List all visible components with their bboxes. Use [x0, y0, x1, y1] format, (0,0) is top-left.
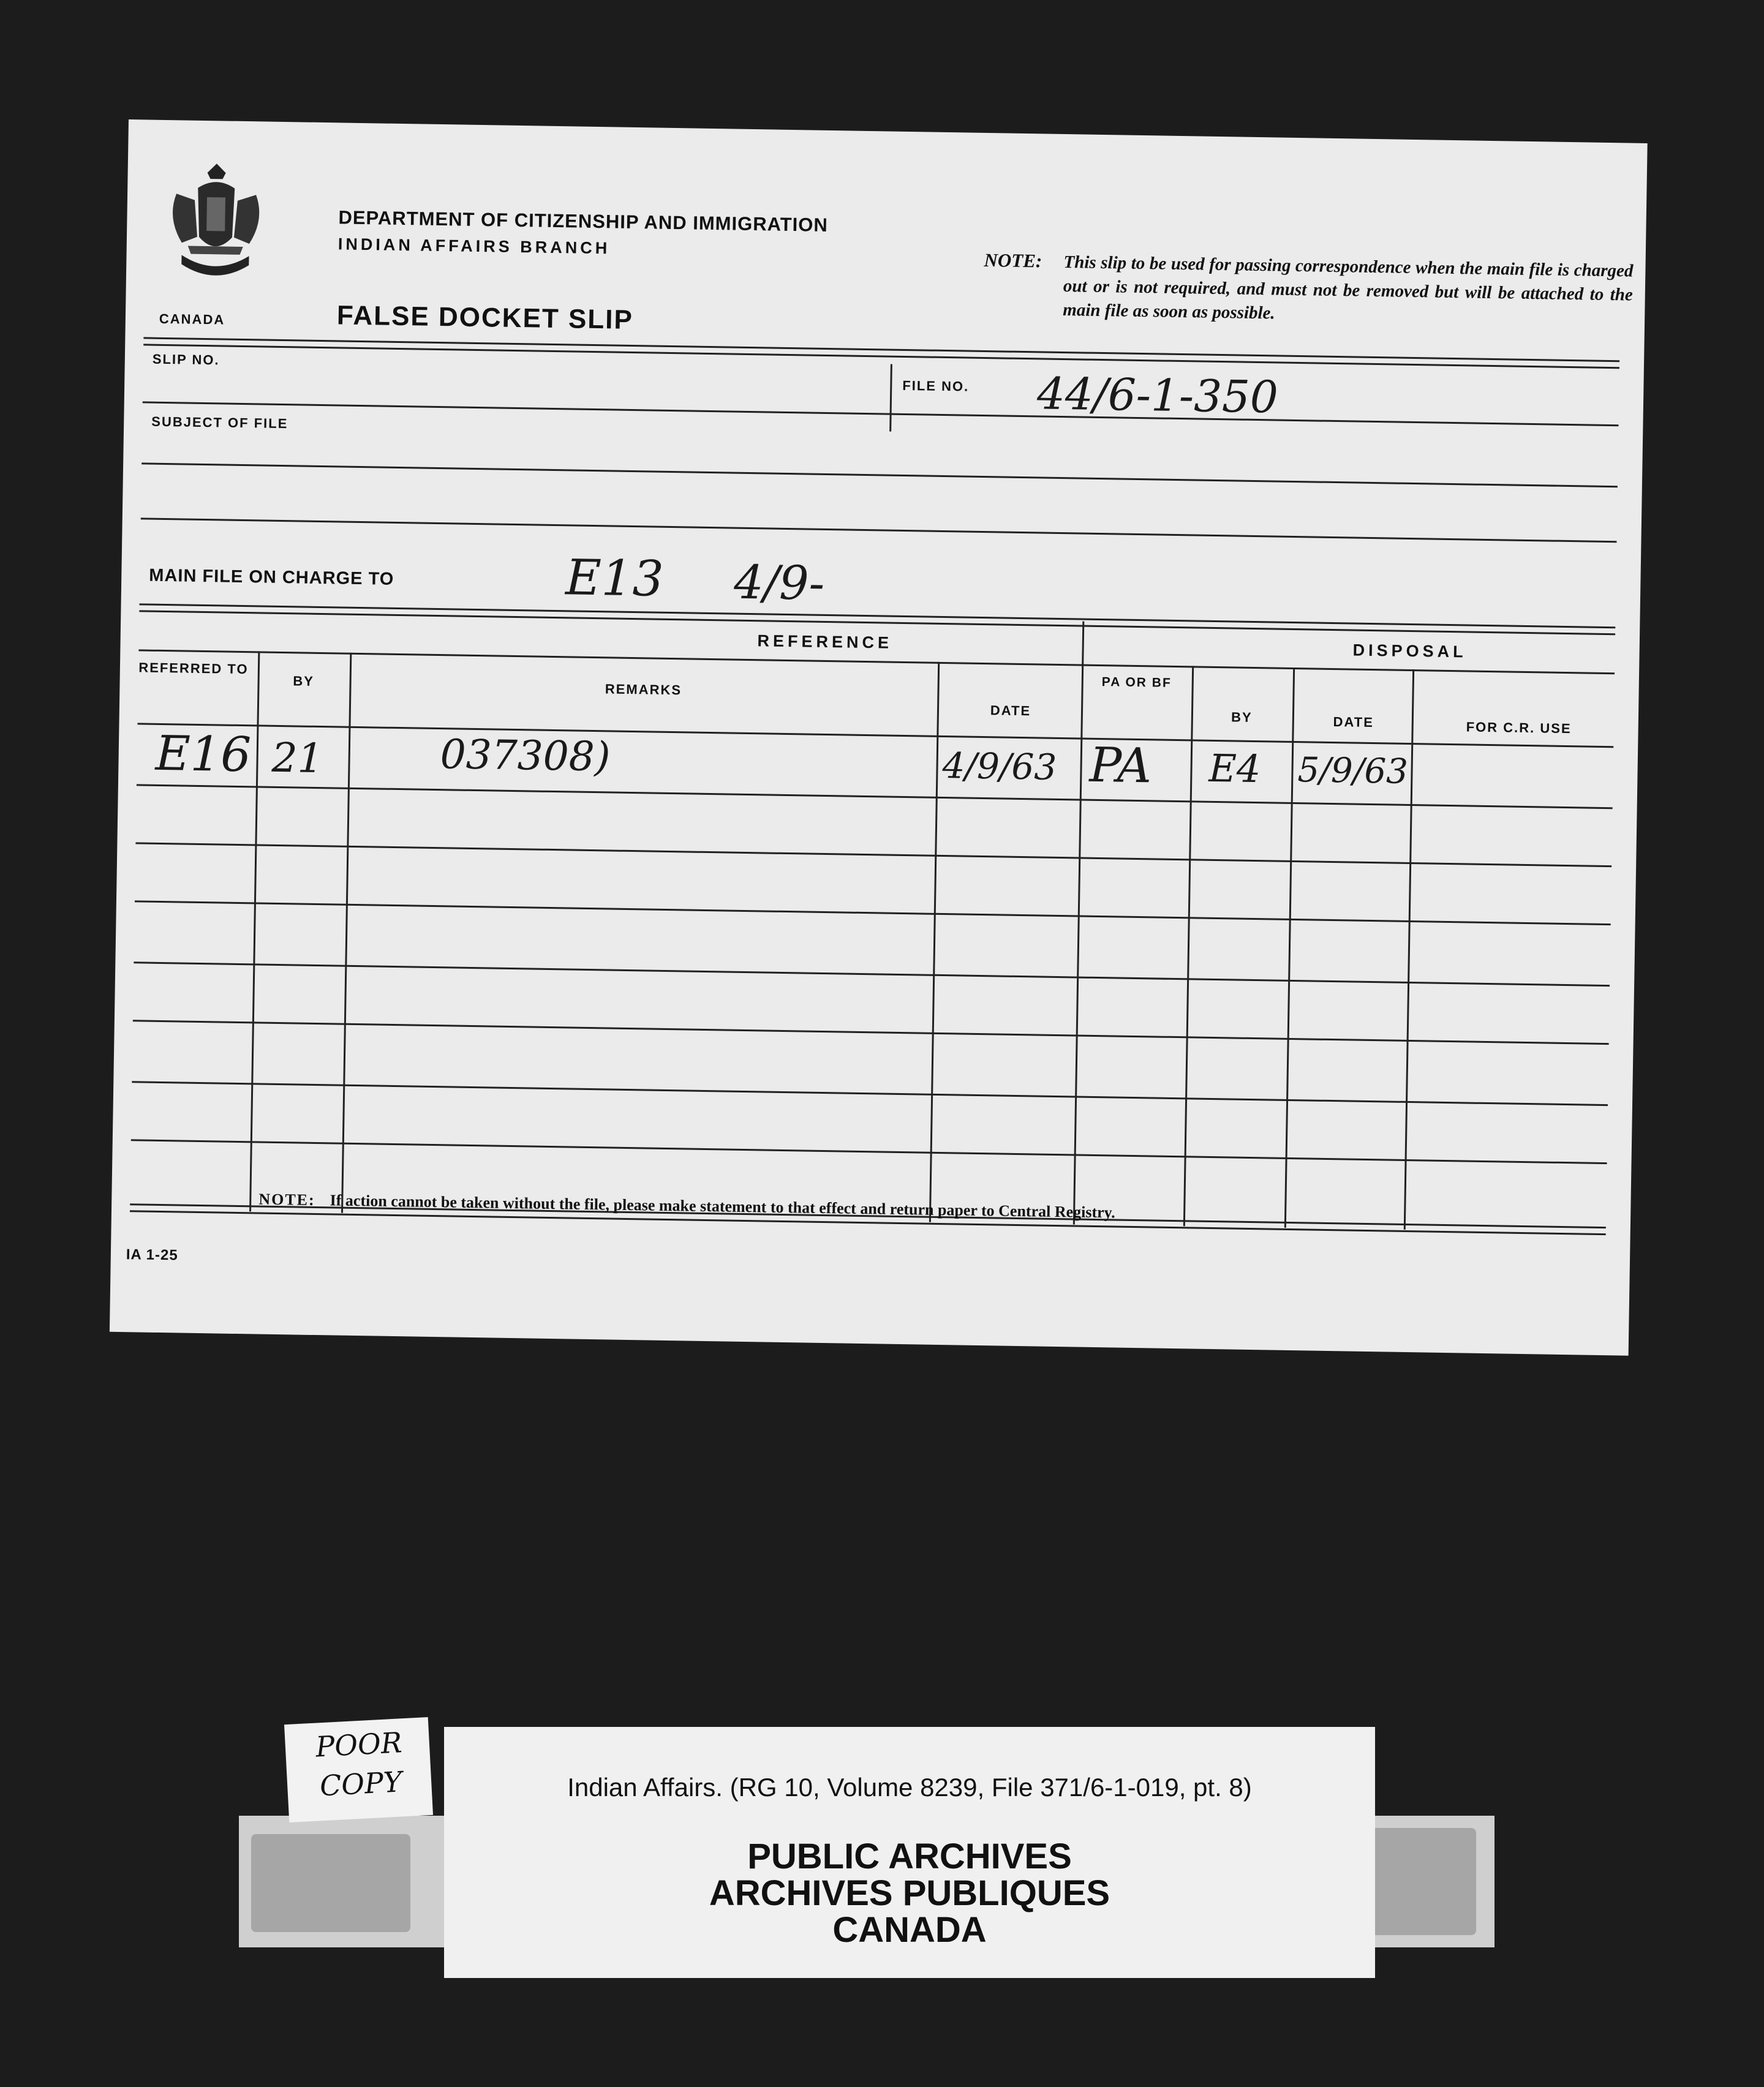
- cell-date: 4/9/63: [942, 745, 1057, 788]
- poor-copy-line2: COPY: [318, 1765, 403, 1803]
- row-line: [134, 961, 1610, 987]
- archive-name-french: ARCHIVES PUBLIQUES: [709, 1873, 1110, 1913]
- note-label: NOTE:: [984, 249, 1042, 272]
- poor-copy-line1: POOR: [315, 1726, 403, 1764]
- branch-name: INDIAN AFFAIRS BRANCH: [337, 235, 611, 258]
- file-no-value: 44/6-1-350: [1036, 367, 1279, 423]
- col-header-by: BY: [293, 673, 315, 689]
- archive-label: [444, 1727, 1375, 1978]
- bottom-note-label: NOTE:: [258, 1190, 315, 1209]
- col-header-remarks: REMARKS: [605, 681, 682, 698]
- row-line: [135, 842, 1611, 867]
- table-top-border: [139, 603, 1615, 635]
- poor-copy-stamp: [284, 1717, 433, 1822]
- cell-disposal-by: E4: [1208, 745, 1261, 792]
- reference-header: REFERENCE: [757, 631, 893, 652]
- archive-name-english: PUBLIC ARCHIVES: [747, 1837, 1072, 1876]
- row-line: [132, 1081, 1608, 1106]
- file-no-label: FILE NO.: [902, 377, 970, 394]
- bottom-note-text: If action cannot be taken without the file, please make statement to that effect and return paper to Central Registry.: [330, 1191, 1115, 1222]
- col-header-disposal-date: DATE: [1333, 714, 1374, 731]
- divider: [143, 337, 1619, 369]
- form-title: FALSE DOCKET SLIP: [336, 300, 634, 335]
- main-file-date: 4/9-: [733, 554, 825, 611]
- cell-referred-to: E16: [155, 726, 252, 783]
- department-name: DEPARTMENT OF CITIZENSHIP AND IMMIGRATION: [338, 206, 829, 236]
- cell-by: 21: [271, 734, 324, 783]
- note-text: This slip to be used for passing correspondence when the main file is charged out or is not required, and must not be removed but will be attached to the main file as soon as possible.: [1063, 252, 1634, 323]
- form-id: IA 1-25: [126, 1246, 178, 1264]
- col-header-for-cr-use: FOR C.R. USE: [1466, 719, 1572, 737]
- main-file-label: MAIN FILE ON CHARGE TO: [149, 565, 394, 589]
- cell-remarks: 037308): [440, 731, 611, 781]
- col-header-pa-or-bf: PA OR BF: [1101, 675, 1172, 690]
- divider: [141, 517, 1617, 543]
- false-docket-slip: [110, 119, 1648, 1356]
- column-line: [929, 662, 940, 1222]
- main-file-value: E13: [565, 549, 665, 607]
- row-line: [133, 1020, 1609, 1045]
- archive-country: CANADA: [832, 1910, 987, 1950]
- divider: [141, 462, 1618, 487]
- subject-label: SUBJECT OF FILE: [151, 413, 288, 432]
- column-line: [1183, 666, 1194, 1226]
- divider: [143, 401, 1619, 426]
- canada-coat-of-arms-icon: [163, 163, 269, 287]
- country-label: CANADA: [159, 310, 225, 328]
- row-line: [135, 900, 1611, 925]
- slip-no-label: SLIP NO.: [152, 351, 220, 368]
- cell-pa-or-bf: PA: [1088, 737, 1152, 794]
- archive-reference: Indian Affairs. (RG 10, Volume 8239, File 371/6-1-019, pt. 8): [567, 1773, 1252, 1802]
- col-header-disposal-by: BY: [1231, 709, 1253, 725]
- col-header-date: DATE: [990, 702, 1031, 719]
- row-line: [131, 1139, 1607, 1164]
- cell-disposal-date: 5/9/63: [1297, 750, 1409, 792]
- col-header-referred-to: REFERRED TO: [138, 660, 249, 677]
- column-line: [341, 653, 352, 1213]
- divider: [889, 364, 892, 432]
- disposal-header: DISPOSAL: [1352, 641, 1467, 661]
- column-line: [1284, 667, 1295, 1228]
